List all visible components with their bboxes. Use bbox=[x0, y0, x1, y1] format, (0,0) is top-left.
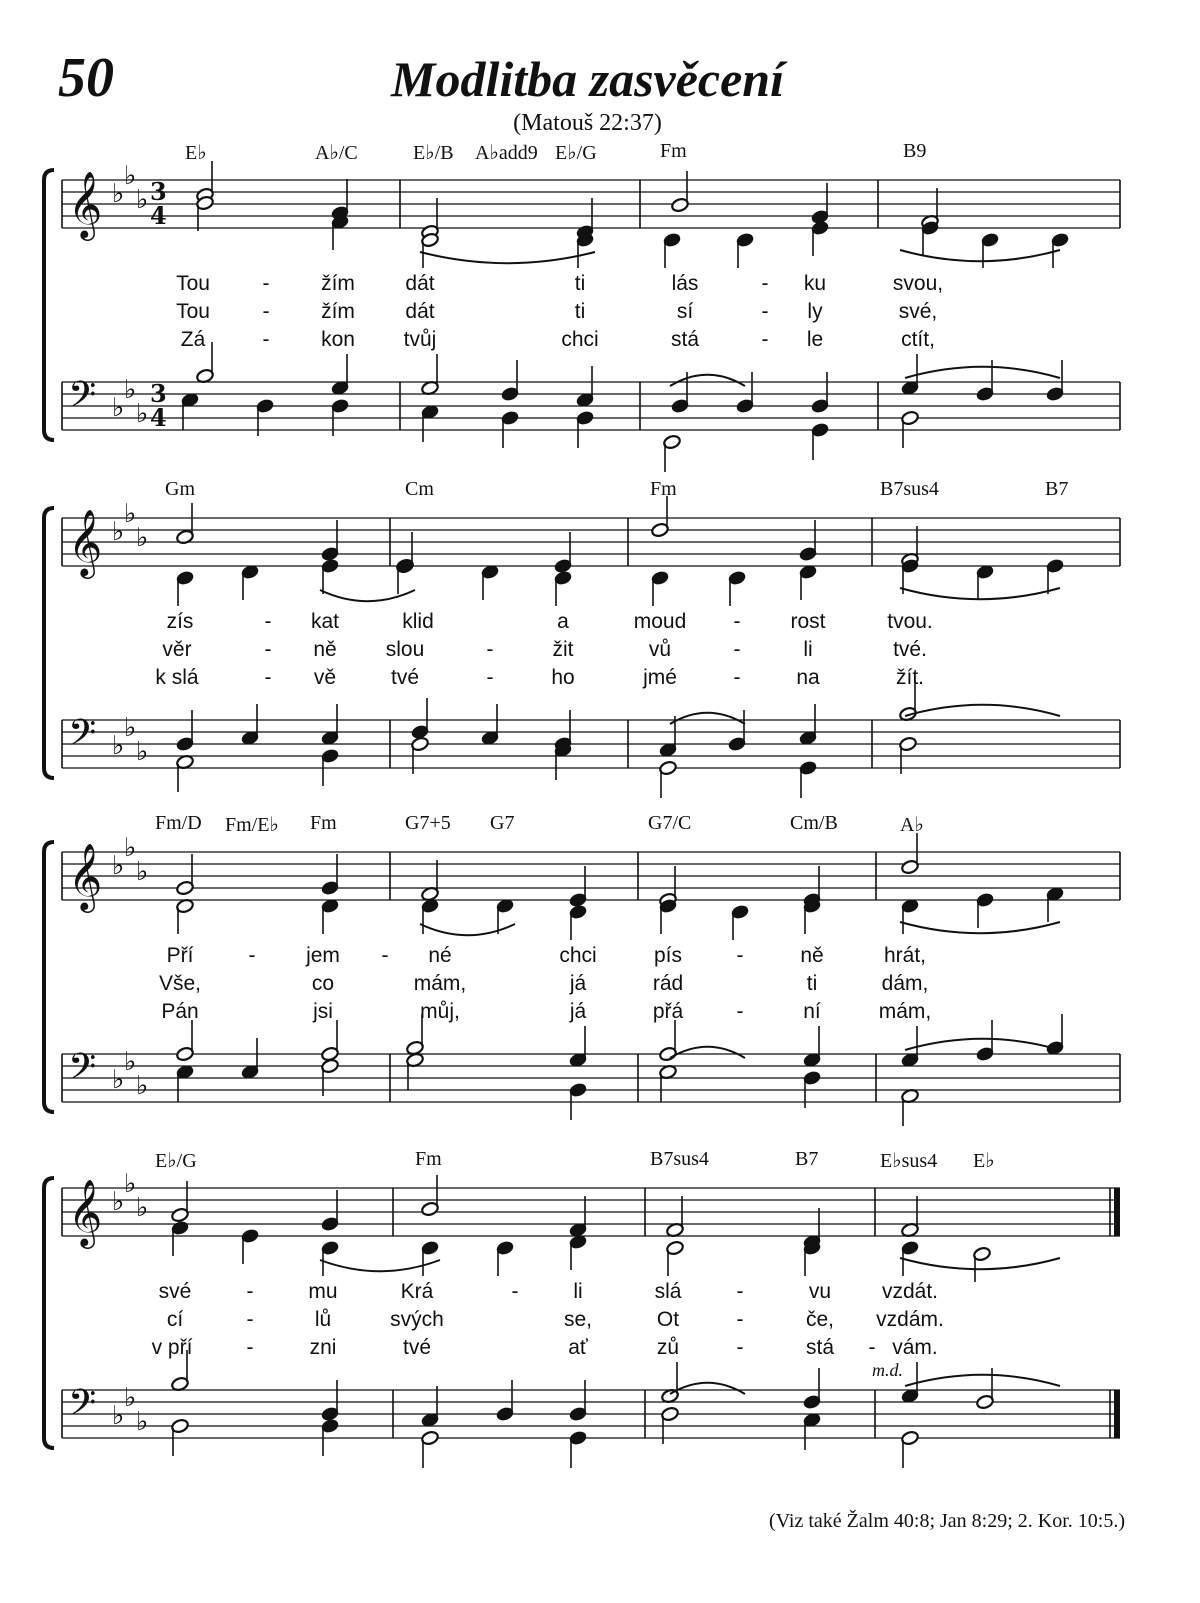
system-bracket bbox=[44, 842, 54, 1112]
system-2 bbox=[0, 478, 1200, 808]
chord-symbol: Fm/E♭ bbox=[225, 814, 279, 836]
chord-symbol: Fm bbox=[660, 140, 687, 162]
lyric-hyphen: - bbox=[381, 944, 389, 967]
flat-icon: ♭ bbox=[136, 857, 149, 887]
flat-icon: ♭ bbox=[112, 851, 125, 881]
chord-symbol: E♭/G bbox=[155, 1150, 197, 1172]
lyric-syllable: Ot bbox=[656, 1308, 680, 1331]
lyric-syllable: žím bbox=[321, 272, 355, 295]
flat-icon: ♭ bbox=[124, 1383, 137, 1413]
scripture-reference: (Matouš 22:37) bbox=[513, 110, 662, 136]
treble-clef-icon: 𝄞 bbox=[68, 1178, 103, 1246]
time-signature-bottom: 4 bbox=[150, 201, 167, 230]
lyric-syllable: kat bbox=[310, 610, 340, 633]
slur bbox=[900, 588, 1060, 599]
flat-icon: ♭ bbox=[112, 1065, 125, 1095]
lyric-syllable: ku bbox=[803, 272, 827, 295]
lyric-syllable: svou, bbox=[892, 272, 944, 295]
lyric-syllable: dám, bbox=[881, 972, 929, 995]
hymn-number: 50 bbox=[58, 47, 114, 109]
slur bbox=[670, 1047, 745, 1058]
time-signature-bottom: 4 bbox=[150, 403, 167, 432]
lyric-syllable: tvé bbox=[390, 666, 420, 689]
flat-icon: ♭ bbox=[124, 499, 137, 529]
lyric-syllable: své bbox=[158, 1280, 192, 1303]
lyric-syllable: já bbox=[569, 1000, 587, 1023]
treble-clef-icon: 𝄞 bbox=[68, 508, 103, 576]
chord-symbol: B7 bbox=[1045, 478, 1069, 500]
chord-symbol: Cm bbox=[405, 478, 434, 500]
lyric-syllable: tvé bbox=[402, 1336, 432, 1359]
lyric-syllable: věr bbox=[162, 638, 192, 661]
chord-symbol: Gm bbox=[165, 478, 195, 500]
lyric-syllable: lů bbox=[314, 1308, 332, 1331]
slur bbox=[905, 1375, 1060, 1386]
slur bbox=[420, 924, 515, 935]
chord-symbol: G7+5 bbox=[405, 812, 451, 834]
chord-symbol: A♭add9 bbox=[475, 142, 538, 164]
lyric-syllable: rád bbox=[652, 972, 684, 995]
lyric-hyphen: - bbox=[246, 1336, 254, 1359]
lyric-syllable: pís bbox=[653, 944, 683, 967]
treble-clef-icon: 𝄞 bbox=[68, 842, 103, 910]
lyric-hyphen: - bbox=[262, 300, 270, 323]
footnote: (Viz také Žalm 40:8; Jan 8:29; 2. Kor. 10:5.) bbox=[769, 1510, 1125, 1532]
lyric-syllable: cí bbox=[166, 1308, 184, 1331]
chord-symbol: Fm bbox=[415, 1148, 442, 1170]
lyric-syllable: li bbox=[573, 1280, 583, 1303]
lyric-syllable: ti bbox=[574, 300, 586, 323]
lyric-syllable: ti bbox=[574, 272, 586, 295]
lyric-syllable: dát bbox=[405, 272, 435, 295]
system-1 bbox=[0, 140, 1200, 470]
lyric-syllable: v pří bbox=[151, 1336, 193, 1359]
lyric-syllable: Zá bbox=[180, 328, 206, 351]
lyric-syllable: k slá bbox=[155, 666, 199, 689]
slur bbox=[905, 367, 1060, 378]
treble-clef-icon: 𝄞 bbox=[68, 170, 103, 238]
flat-icon: ♭ bbox=[136, 523, 149, 553]
chord-symbol: Cm/B bbox=[790, 812, 838, 834]
lyric-syllable: ať bbox=[568, 1336, 588, 1359]
lyric-syllable: vu bbox=[808, 1280, 832, 1303]
flat-icon: ♭ bbox=[136, 737, 149, 767]
chord-symbol: E♭/B bbox=[413, 142, 454, 164]
lyric-syllable: kon bbox=[321, 328, 355, 351]
lyric-syllable: žít. bbox=[895, 666, 925, 689]
time-signature-top: 3 bbox=[150, 177, 167, 206]
lyric-syllable: slá bbox=[654, 1280, 682, 1303]
bass-clef-icon: 𝄢 bbox=[68, 1382, 97, 1433]
bass-clef-icon: 𝄢 bbox=[68, 1046, 97, 1097]
lyric-hyphen: - bbox=[736, 944, 744, 967]
lyric-hyphen: - bbox=[761, 300, 769, 323]
lyric-syllable: jmé bbox=[643, 666, 677, 689]
slur bbox=[900, 250, 1060, 261]
chord-symbol: Fm bbox=[310, 812, 337, 834]
flat-icon: ♭ bbox=[136, 1071, 149, 1101]
bass-clef-icon: 𝄢 bbox=[68, 712, 97, 763]
lyric-syllable: Pán bbox=[161, 1000, 199, 1023]
flat-icon: ♭ bbox=[112, 1187, 125, 1217]
lyric-syllable: chci bbox=[559, 944, 597, 967]
lyric-syllable: vám. bbox=[892, 1336, 938, 1359]
lyric-syllable: co bbox=[311, 972, 335, 995]
flat-icon: ♭ bbox=[124, 833, 137, 863]
lyric-hyphen: - bbox=[486, 638, 494, 661]
lyric-syllable: Tou bbox=[176, 300, 210, 323]
lyric-hyphen: - bbox=[733, 638, 741, 661]
lyric-syllable: svých bbox=[390, 1308, 444, 1331]
chord-symbol: E♭/G bbox=[555, 142, 597, 164]
slur bbox=[320, 590, 415, 601]
system-3 bbox=[0, 812, 1200, 1142]
lyric-syllable: tvé. bbox=[893, 638, 927, 661]
lyric-hyphen: - bbox=[733, 610, 741, 633]
flat-icon: ♭ bbox=[124, 1169, 137, 1199]
hymn-title: Modlitba zasvěcení bbox=[390, 51, 785, 107]
chord-symbol: Fm bbox=[650, 478, 677, 500]
lyric-syllable: mám, bbox=[878, 1000, 932, 1023]
lyric-hyphen: - bbox=[246, 1308, 254, 1331]
slur bbox=[320, 1260, 440, 1271]
chord-symbol: A♭ bbox=[900, 814, 924, 836]
slur bbox=[905, 1039, 1060, 1050]
chord-symbol: B7 bbox=[795, 1148, 819, 1170]
lyric-syllable: mu bbox=[308, 1280, 338, 1303]
lyric-syllable: vě bbox=[313, 666, 337, 689]
lyric-syllable: moud bbox=[633, 610, 687, 633]
lyric-syllable: zů bbox=[656, 1336, 680, 1359]
lyric-hyphen: - bbox=[264, 610, 272, 633]
lyric-hyphen: - bbox=[868, 1336, 876, 1359]
lyric-syllable: ly bbox=[807, 300, 823, 323]
flat-icon: ♭ bbox=[136, 399, 149, 429]
flat-icon: ♭ bbox=[112, 179, 125, 209]
slur bbox=[670, 713, 745, 724]
lyric-syllable: li bbox=[803, 638, 813, 661]
lyric-syllable: Tou bbox=[176, 272, 210, 295]
lyric-syllable: já bbox=[569, 972, 587, 995]
lyric-syllable: na bbox=[796, 666, 820, 689]
lyric-syllable: se, bbox=[563, 1308, 593, 1331]
lyric-hyphen: - bbox=[511, 1280, 519, 1303]
system-bracket bbox=[44, 1178, 54, 1448]
lyric-syllable: stá bbox=[805, 1336, 835, 1359]
lyric-syllable: zni bbox=[309, 1336, 337, 1359]
lyric-syllable: sí bbox=[676, 300, 694, 323]
lyric-syllable: chci bbox=[561, 328, 599, 351]
slur bbox=[670, 375, 745, 386]
lyric-syllable: ho bbox=[551, 666, 575, 689]
flat-icon: ♭ bbox=[112, 393, 125, 423]
lyric-syllable: stá bbox=[670, 328, 700, 351]
lyric-syllable: Pří bbox=[166, 944, 194, 967]
flat-icon: ♭ bbox=[136, 1193, 149, 1223]
final-barline bbox=[1114, 1390, 1120, 1438]
lyric-syllable: klid bbox=[402, 610, 434, 633]
lyric-hyphen: - bbox=[736, 1280, 744, 1303]
lyric-syllable: ti bbox=[806, 972, 818, 995]
chord-symbol: E♭ bbox=[185, 142, 207, 164]
flat-icon: ♭ bbox=[124, 161, 137, 191]
lyric-hyphen: - bbox=[736, 1336, 744, 1359]
lyric-syllable: ně bbox=[313, 638, 337, 661]
lyric-syllable: své, bbox=[898, 300, 938, 323]
lyric-syllable: a bbox=[557, 610, 569, 633]
system-bracket bbox=[44, 508, 54, 778]
lyric-syllable: hrát, bbox=[883, 944, 927, 967]
chord-symbol: E♭sus4 bbox=[880, 1150, 938, 1172]
lyric-syllable: zís bbox=[166, 610, 194, 633]
lyric-hyphen: - bbox=[264, 666, 272, 689]
lyric-hyphen: - bbox=[733, 666, 741, 689]
chord-symbol: G7 bbox=[490, 812, 515, 834]
lyric-syllable: če, bbox=[805, 1308, 835, 1331]
flat-icon: ♭ bbox=[124, 1047, 137, 1077]
lyric-syllable: Vše, bbox=[158, 972, 202, 995]
lyric-syllable: mám, bbox=[413, 972, 467, 995]
chord-symbol: B7sus4 bbox=[880, 478, 939, 500]
flat-icon: ♭ bbox=[124, 713, 137, 743]
lyric-hyphen: - bbox=[761, 328, 769, 351]
lyric-syllable: né bbox=[428, 944, 452, 967]
lyric-syllable: ní bbox=[803, 1000, 821, 1023]
lyric-syllable: žím bbox=[321, 300, 355, 323]
lyric-syllable: ně bbox=[800, 944, 824, 967]
flat-icon: ♭ bbox=[124, 375, 137, 405]
lyric-syllable: le bbox=[806, 328, 824, 351]
lyric-syllable: ctít, bbox=[901, 328, 935, 351]
lyric-hyphen: - bbox=[736, 1308, 744, 1331]
lyric-syllable: slou bbox=[385, 638, 425, 661]
lyric-hyphen: - bbox=[736, 1000, 744, 1023]
bass-clef-icon: 𝄢 bbox=[68, 374, 97, 425]
chord-symbol: B7sus4 bbox=[650, 1148, 709, 1170]
slur bbox=[905, 705, 1060, 716]
chord-symbol: B9 bbox=[903, 140, 927, 162]
manual-marking: m.d. bbox=[872, 1360, 903, 1380]
lyric-hyphen: - bbox=[262, 328, 270, 351]
flat-icon: ♭ bbox=[136, 1407, 149, 1437]
lyric-hyphen: - bbox=[486, 666, 494, 689]
slur bbox=[900, 922, 1060, 933]
final-barline bbox=[1114, 1188, 1120, 1236]
lyric-hyphen: - bbox=[264, 638, 272, 661]
lyric-syllable: rost bbox=[790, 610, 826, 633]
lyric-hyphen: - bbox=[262, 272, 270, 295]
lyric-syllable: přá bbox=[652, 1000, 684, 1023]
flat-icon: ♭ bbox=[112, 1401, 125, 1431]
lyric-hyphen: - bbox=[248, 944, 256, 967]
lyric-syllable: můj, bbox=[420, 1000, 460, 1023]
lyric-syllable: tvůj bbox=[403, 328, 437, 351]
lyric-syllable: Krá bbox=[400, 1280, 434, 1303]
flat-icon: ♭ bbox=[112, 517, 125, 547]
chord-symbol: E♭ bbox=[973, 1150, 995, 1172]
lyric-hyphen: - bbox=[761, 272, 769, 295]
lyric-syllable: vzdám. bbox=[876, 1308, 944, 1331]
chord-symbol: Fm/D bbox=[155, 812, 202, 834]
lyric-hyphen: - bbox=[246, 1280, 254, 1303]
flat-icon: ♭ bbox=[112, 731, 125, 761]
chord-symbol: A♭/C bbox=[315, 142, 358, 164]
lyric-syllable: tvou. bbox=[887, 610, 933, 633]
lyric-syllable: dát bbox=[405, 300, 435, 323]
lyric-syllable: žit bbox=[552, 638, 574, 661]
lyric-syllable: vů bbox=[648, 638, 672, 661]
system-4 bbox=[0, 1148, 1200, 1478]
system-bracket bbox=[44, 170, 54, 440]
lyric-syllable: jem bbox=[306, 944, 340, 967]
chord-symbol: G7/C bbox=[648, 812, 692, 834]
flat-icon: ♭ bbox=[136, 185, 149, 215]
slur bbox=[670, 1383, 745, 1394]
lyric-syllable: jsi bbox=[313, 1000, 333, 1023]
time-signature-top: 3 bbox=[150, 379, 167, 408]
slur bbox=[420, 252, 595, 263]
lyric-syllable: lás bbox=[671, 272, 699, 295]
lyric-syllable: vzdát. bbox=[881, 1280, 939, 1303]
